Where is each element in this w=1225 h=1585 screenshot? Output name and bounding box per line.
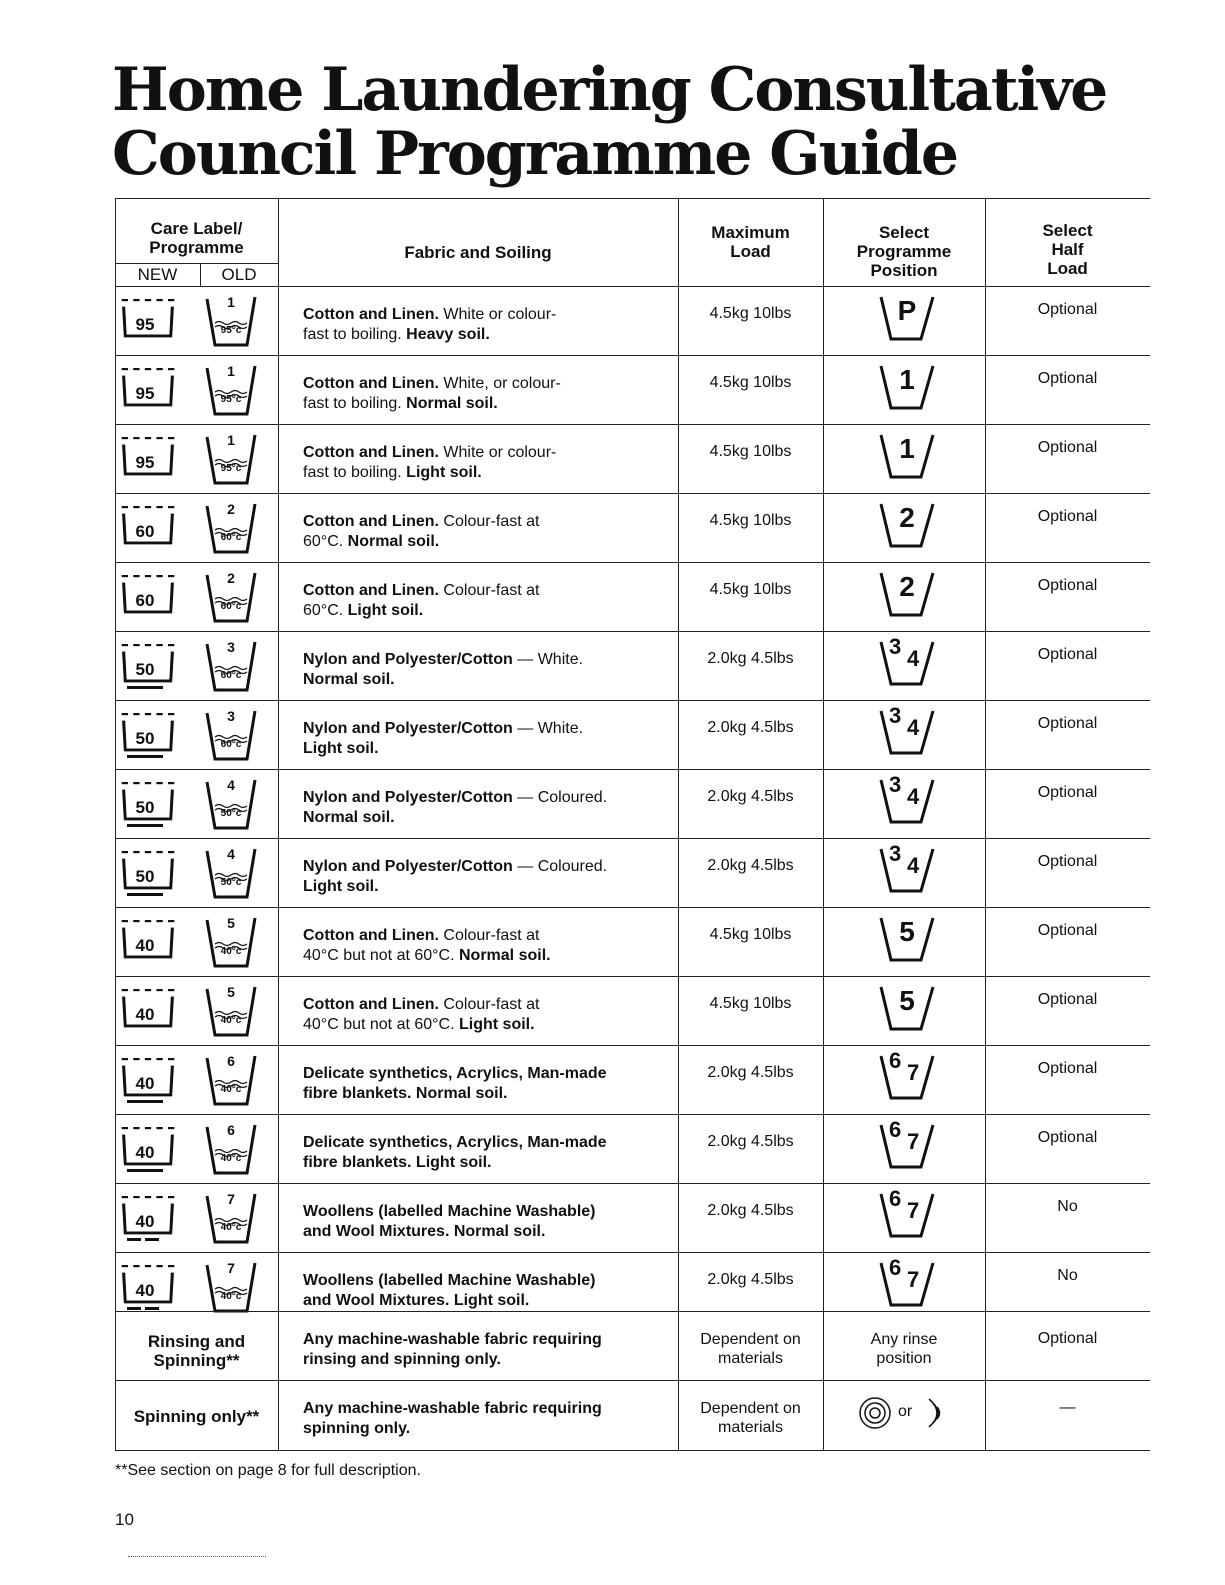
max-load: 4.5kg 10lbs [709,995,792,1012]
max-load: 4.5kg 10lbs [709,305,792,322]
rinse-fabric-line2: rinsing and spinning only. [303,1351,501,1368]
table-row [115,631,1150,701]
half-load: Optional [1037,508,1098,525]
old-programme-number: 7 [227,1191,235,1207]
table-row [115,838,1150,908]
page-number: 10 [115,1510,134,1529]
header-max-load [678,223,823,261]
fabric-detail-2: fast to boiling. [303,326,407,343]
max-load: 2.0kg 4.5lbs [707,857,794,874]
programme-position-first: 3 [889,703,902,728]
header-half-load [985,221,1150,278]
programme-position-label: 2 [899,571,915,602]
spin-fabric [303,1399,683,1439]
spin-position [823,1395,985,1435]
rinse-fabric-line1: Any machine-washable fabric requiring [303,1331,602,1348]
soil-level: Normal soil. [347,533,440,550]
programme-position [867,634,947,688]
programme-position-second: 7 [907,1129,920,1154]
fabric-soiling [303,995,683,1035]
max-load: 4.5kg 10lbs [709,581,792,598]
programme-position-first: 6 [889,1117,902,1142]
header-half-load-line3: Load [1047,259,1088,278]
spin-half-load: — [1059,1399,1076,1416]
half-load: Optional [1037,439,1098,456]
half-load: Optional [1037,1060,1098,1077]
new-care-temp: 95 [135,453,155,472]
header-fabric: Fabric and Soiling [404,243,552,262]
half-load: Optional [1037,922,1098,939]
fabric-detail: Colour-fast at [438,582,540,599]
rinse-label-line1: Rinsing and [147,1332,246,1351]
old-care-temp: 40°c [220,1222,242,1233]
fabric-detail: — White. [512,651,584,668]
soil-level: Normal soil. [406,395,498,412]
old-care-temp: 60°c [220,601,242,612]
programme-position [867,772,947,826]
old-care-temp: 60°c [220,739,242,750]
wash-bar [127,755,163,758]
soil-level: Light soil. [303,740,379,757]
table-row [115,1045,1150,1115]
title-line-1: Home Laundering Consultative [112,55,1107,125]
table-row [115,1114,1150,1184]
programme-position-second: 7 [907,1060,920,1085]
rinse-position-line2: position [876,1350,932,1367]
programme-position-second: 4 [907,853,920,878]
programme-position-first: 3 [889,772,902,797]
wash-bar [127,893,163,896]
rinse-load-line2: materials [718,1350,783,1367]
new-care-temp: 40 [135,936,155,955]
soil-level: Light soil. [303,878,379,895]
max-load: 2.0kg 4.5lbs [707,1133,794,1150]
programme-position [867,569,947,619]
fabric-soiling [303,305,683,345]
new-care-temp: 60 [135,591,155,610]
programme-position [867,431,947,481]
fabric-detail: Colour-fast at [438,927,540,944]
old-care-temp: 40°c [220,1153,242,1164]
old-programme-number: 2 [227,501,235,517]
footnote: **See section on page 8 for full description. [115,1462,421,1479]
programme-position [867,703,947,757]
fabric-name: Nylon and Polyester/Cotton [303,720,513,737]
fabric-soiling [303,650,683,690]
programme-position-first: 6 [889,1048,902,1073]
soil-level: Normal soil. [303,809,395,826]
old-programme-number: 2 [227,570,235,586]
table-row [115,1183,1150,1253]
table-row [115,355,1150,425]
fabric-name: Nylon and Polyester/Cotton [303,789,513,806]
rinse-label-line2: Spinning** [153,1351,240,1370]
fabric-detail: — Coloured. [512,789,608,806]
new-care-temp: 40 [135,1143,155,1162]
programme-position [867,1186,947,1240]
soil-level: Light soil. [459,1016,535,1033]
header-old: OLD [221,265,257,284]
half-load: Optional [1037,784,1098,801]
half-load: Optional [1037,577,1098,594]
old-care-temp: 95°c [220,463,242,474]
programme-position [867,914,947,964]
old-programme-number: 4 [227,846,235,862]
programme-position [867,362,947,412]
old-care-temp: 50°c [220,877,242,888]
programme-position [867,1117,947,1171]
fabric-name: Cotton and Linen. [303,996,439,1013]
rinse-load-line1: Dependent on [700,1331,801,1348]
programme-position-label: 5 [899,985,915,1016]
spin-load-line2: materials [718,1419,783,1436]
half-load: Optional [1037,301,1098,318]
fabric-name: Nylon and Polyester/Cotton [303,651,513,668]
fabric-detail: White, or colour- [438,375,561,392]
wash-bar [127,1100,163,1103]
table-header-row [115,198,1150,287]
fabric-detail-2: fast to boiling. [303,395,407,412]
new-care-temp: 95 [135,384,155,403]
table-row [115,286,1150,356]
old-care-temp: 40°c [220,1015,242,1026]
wash-bar [127,1307,141,1310]
old-programme-number: 5 [227,984,235,1000]
soil-level: fibre blankets. Light soil. [303,1154,492,1171]
new-care-temp: 60 [135,522,155,541]
fabric-soiling [303,1064,683,1104]
fabric-name: Cotton and Linen. [303,375,439,392]
table-row [115,700,1150,770]
spin-label: Spinning only** [133,1407,260,1426]
soil-level: fibre blankets. Normal soil. [303,1085,508,1102]
fabric-soiling [303,788,683,828]
fabric-soiling [303,374,683,414]
soil-level: Light soil. [406,464,482,481]
fabric-detail: Colour-fast at [438,513,540,530]
wash-bar [127,824,163,827]
soil-level: Light soil. [347,602,424,619]
header-max-load-line1: Maximum [711,223,790,242]
header-care-label-line1: Care Label/ [150,219,243,238]
programme-position-second: 4 [907,715,920,740]
half-load: Optional [1037,646,1098,663]
programme-position-label: 2 [899,502,915,533]
soil-level: Heavy soil. [406,326,490,343]
programme-position-second: 4 [907,784,920,809]
fabric-name: Cotton and Linen. [303,927,439,944]
programme-position-second: 4 [907,646,920,671]
wash-bar [127,1169,163,1172]
page-title [112,55,1112,189]
spin-full-icon [857,1395,893,1431]
old-programme-number: 6 [227,1053,235,1069]
programme-position [867,293,947,343]
programme-position-first: 6 [889,1186,902,1211]
spin-load [678,1399,823,1437]
wash-bar [145,1307,159,1310]
fabric-soiling [303,1271,683,1311]
new-care-temp: 50 [135,798,155,817]
programme-position-second: 7 [907,1267,920,1292]
soil-level: Normal soil. [303,671,395,688]
programme-position-first: 3 [889,634,902,659]
fabric-soiling [303,512,683,552]
programme-position [867,1255,947,1309]
fabric-soiling [303,1133,683,1173]
wash-bar [127,1238,141,1241]
table-row [115,424,1150,494]
rinse-load [678,1330,823,1368]
max-load: 4.5kg 10lbs [709,512,792,529]
old-care-temp: 60°c [220,532,242,543]
new-care-temp: 50 [135,729,155,748]
fabric-name: Cotton and Linen. [303,444,439,461]
half-load: Optional [1037,715,1098,732]
new-care-temp: 95 [135,315,155,334]
half-load: No [1057,1267,1078,1284]
spin-load-line1: Dependent on [700,1400,801,1417]
header-half-load-line1: Select [1042,221,1093,240]
fabric-soiling [303,1202,683,1242]
fabric-name: Delicate synthetics, Acrylics, Man-made [303,1134,607,1151]
wash-bar [127,686,163,689]
max-load: 2.0kg 4.5lbs [707,788,794,805]
fabric-detail: White or colour- [438,306,557,323]
fabric-name: Woollens (labelled Machine Washable) [303,1203,596,1220]
header-max-load-line2: Load [730,242,771,261]
max-load: 2.0kg 4.5lbs [707,719,794,736]
fabric-detail: Colour-fast at [438,996,540,1013]
fabric-name: Nylon and Polyester/Cotton [303,858,513,875]
soil-level: and Wool Mixtures. Light soil. [303,1292,530,1309]
rinse-half-load: Optional [1037,1330,1098,1347]
header-half-load-line2: Half [1051,240,1084,259]
fabric-soiling [303,443,683,483]
old-programme-number: 3 [227,639,235,655]
old-programme-number: 1 [227,294,235,310]
programme-position [867,841,947,895]
fabric-detail-2: 60°C. [303,533,348,550]
table-row [115,907,1150,977]
old-care-temp: 60°c [220,670,242,681]
max-load: 4.5kg 10lbs [709,374,792,391]
max-load: 2.0kg 4.5lbs [707,1271,794,1288]
fabric-name: Cotton and Linen. [303,582,439,599]
fabric-soiling [303,581,683,621]
old-programme-number: 3 [227,708,235,724]
fabric-name: Delicate synthetics, Acrylics, Man-made [303,1065,607,1082]
new-care-temp: 50 [135,867,155,886]
title-line-2: Council Programme Guide [112,119,958,189]
fabric-soiling [303,926,683,966]
fabric-detail-2: 40°C but not at 60°C. [303,947,459,964]
max-load: 2.0kg 4.5lbs [707,650,794,667]
half-load: No [1057,1198,1078,1215]
fabric-detail-2: 40°C but not at 60°C. [303,1016,459,1033]
spin-row [115,1380,1150,1451]
old-programme-number: 6 [227,1122,235,1138]
half-load: Optional [1037,991,1098,1008]
fabric-detail: — White. [512,720,584,737]
soil-level: and Wool Mixtures. Normal soil. [303,1223,546,1240]
header-care-label [115,219,278,257]
programme-position [867,500,947,550]
spin-short-icon [923,1395,953,1431]
max-load: 2.0kg 4.5lbs [707,1202,794,1219]
half-load: Optional [1037,853,1098,870]
spin-fabric-line2: spinning only. [303,1420,411,1437]
old-care-temp: 40°c [220,946,242,957]
half-load: Optional [1037,370,1098,387]
rinse-position-line1: Any rinse [870,1331,938,1348]
spin-fabric-line1: Any machine-washable fabric requiring [303,1400,602,1417]
new-care-temp: 40 [135,1074,155,1093]
header-select-programme-line1: Select [878,223,930,242]
old-care-temp: 95°c [220,325,242,336]
old-programme-number: 1 [227,363,235,379]
table-row [115,562,1150,632]
fabric-detail-2: fast to boiling. [303,464,407,481]
old-care-temp: 40°c [220,1291,242,1302]
table-row [115,976,1150,1046]
header-care-label-line2: Programme [149,238,244,257]
programme-position [867,983,947,1033]
max-load: 2.0kg 4.5lbs [707,1064,794,1081]
new-care-temp: 40 [135,1281,155,1300]
rinse-label [115,1332,278,1370]
old-care-temp: 40°c [220,1084,242,1095]
fabric-name: Cotton and Linen. [303,513,439,530]
fabric-detail: White or colour- [438,444,557,461]
old-care-temp: 95°c [220,394,242,405]
programme-position-first: 3 [889,841,902,866]
programme-position [867,1048,947,1102]
old-programme-number: 7 [227,1260,235,1276]
old-programme-number: 1 [227,432,235,448]
programme-position-label: 1 [899,433,915,464]
fabric-detail-2: 60°C. [303,602,348,619]
table-row [115,769,1150,839]
header-new: NEW [137,265,178,284]
programme-position-label: P [897,295,917,326]
new-care-temp: 50 [135,660,155,679]
programme-position-label: 1 [899,364,915,395]
header-select-programme [823,223,985,280]
rinse-fabric [303,1330,683,1370]
spin-or-text: or [898,1403,913,1420]
new-care-temp: 40 [135,1212,155,1231]
fabric-detail: — Coloured. [512,858,608,875]
rinse-row [115,1311,1150,1381]
fabric-soiling [303,857,683,897]
fabric-name: Woollens (labelled Machine Washable) [303,1272,596,1289]
old-programme-number: 4 [227,777,235,793]
header-select-programme-line3: Position [870,261,938,280]
new-care-temp: 40 [135,1005,155,1024]
rinse-position [823,1330,985,1368]
old-programme-number: 5 [227,915,235,931]
fabric-soiling [303,719,683,759]
programme-position-first: 6 [889,1255,902,1280]
max-load: 4.5kg 10lbs [709,926,792,943]
half-load: Optional [1037,1129,1098,1146]
fabric-name: Cotton and Linen. [303,306,439,323]
old-care-temp: 50°c [220,808,242,819]
soil-level: Normal soil. [459,947,551,964]
wash-bar [145,1238,159,1241]
programme-position-label: 5 [899,916,915,947]
max-load: 4.5kg 10lbs [709,443,792,460]
programme-position-second: 7 [907,1198,920,1223]
table-row [115,493,1150,563]
header-select-programme-line2: Programme [856,242,952,261]
